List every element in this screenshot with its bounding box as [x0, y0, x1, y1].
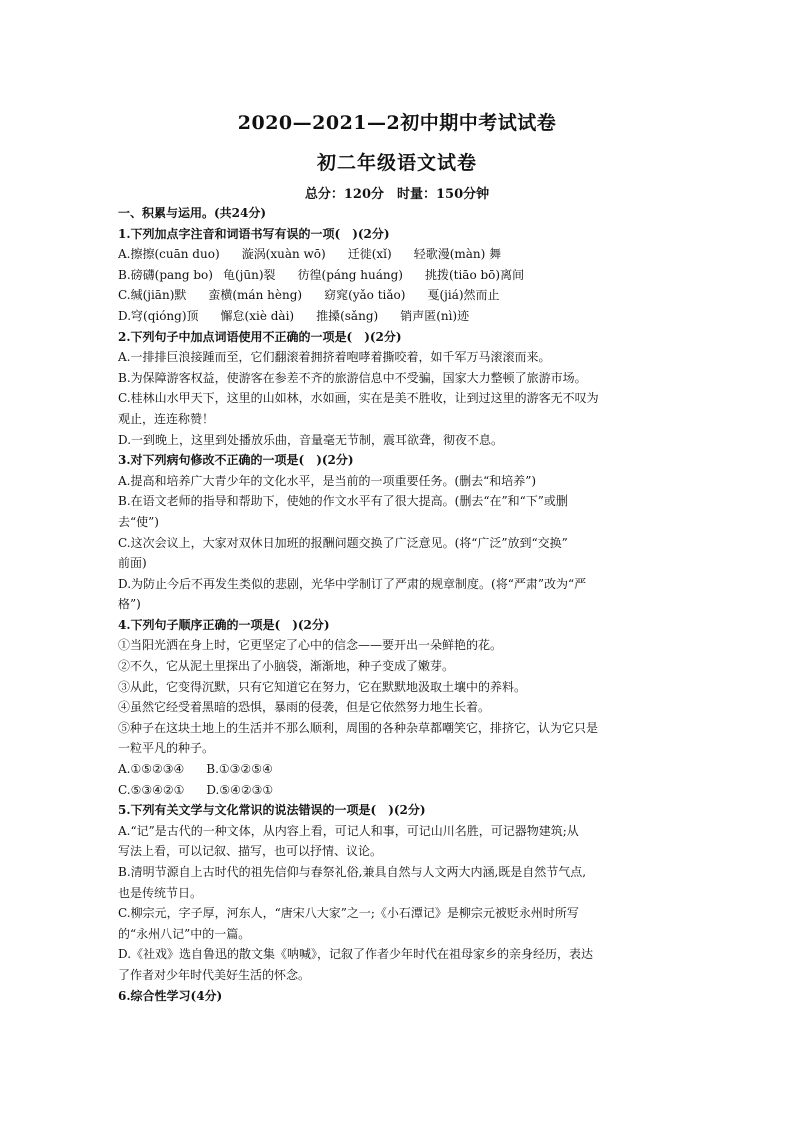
q2-option-b: B.为保障游客权益，使游客在参差不齐的旅游信息中不受骗，国家大力整顿了旅游市场。: [118, 370, 587, 385]
exam-subtitle: 初二年级语文试卷: [316, 152, 477, 174]
q1-option-b: B.磅礴(pang bo) 龟(jūn)裂 彷徨(páng huáng) 挑拨(tiāo bō)离间: [118, 267, 525, 282]
q2-option-d: D.一到晚上，这里到处播放乐曲，音量毫无节制，震耳欲聋，彻夜不息。: [118, 432, 504, 447]
q5-option-c-line2: 的“永州八记”中的一篇。: [118, 926, 251, 941]
q4-sentence-5-line1: ⑤种子在这块土地上的生活并不那么顺利，周围的各种杂草都嘲笑它，排挤它，认为它只是: [118, 720, 599, 735]
q1-stem: 1.下列加点字注音和词语书写有误的一项( )(2分): [118, 226, 390, 241]
q4-options-ab: A.①⑤②③④ B.①③②⑤④: [118, 762, 273, 777]
q5-stem: 5.下列有关文学与文化常识的说法错误的一项是( )(2分): [118, 803, 426, 818]
exam-meta: 总分：120分 时量：150分钟: [304, 187, 490, 202]
q4-sentence-3: ③从此，它变得沉默，只有它知道它在努力，它在默默地汲取土壤中的养料。: [118, 679, 527, 694]
q3-option-b-line1: B.在语文老师的指导和帮助下，使她的作文水平有了很大提高。(删去“在”和“下”或删: [118, 494, 568, 509]
q1-option-a: A.擦擦(cuān duo) 漩涡(xuàn wō) 迁徙(xǐ) 轻歌漫(màn) 舞: [118, 247, 502, 262]
q5-option-b-line2: 也是传统节日。: [118, 885, 203, 900]
q1-option-c: C.缄(jiān)默 蛮横(mán hèng) 窈窕(yǎo tiǎo) 戛(jiá)然而止: [118, 288, 500, 303]
q5-option-c-line1: C.柳宗元，字子厚，河东人，“唐宋八大家”之一;《小石潭记》是柳宗元被贬永州时所写: [118, 906, 579, 921]
q4-sentence-1: ①当阳光洒在身上时，它更坚定了心中的信念——要开出一朵鲜艳的花。: [118, 638, 503, 653]
q2-stem: 2.下列句子中加点词语使用不正确的一项是( )(2分): [118, 329, 402, 344]
q2-option-a: A.一排排巨浪接踵而至，它们翻滚着拥挤着咆哮着撕咬着，如千军万马滚滚而来。: [118, 350, 551, 365]
q3-option-a: A.提高和培养广大青少年的文化水平，是当前的一项重要任务。(删去“和培养”): [118, 473, 537, 488]
section-heading: 一、积累与运用。(共24分): [118, 206, 267, 220]
q3-option-d-line1: D.为防止今后不再发生类似的悲剧，光华中学制订了严肃的规章制度。(将“严肃”改为“严: [118, 576, 587, 591]
q4-stem: 4.下列句子顺序正确的一项是( )(2分): [118, 617, 330, 632]
q4-sentence-4: ④虽然它经受着黑暗的恐惧，暴雨的侵袭，但是它依然努力地生长着。: [118, 700, 491, 715]
q5-option-a-line2: 写法上看，可以记叙、描写，也可以抒情、议论。: [118, 844, 383, 859]
exam-content: [118, 203, 676, 1006]
q5-option-b-line1: B.清明节源自上古时代的祖先信仰与春祭礼俗,兼具自然与人文两大内涵,既是自然节气点,: [118, 865, 587, 879]
q3-option-c-line2: 前面): [118, 556, 147, 571]
q6-stem: 6.综合性学习(4分): [118, 988, 223, 1003]
q3-stem: 3.对下列病句修改不正确的一项是( )(2分): [118, 453, 354, 468]
q4-sentence-5-line2: 一粒平凡的种子。: [118, 741, 215, 756]
q2-option-c-line1: C.桂林山水甲天下，这里的山如林，水如画，实在是美不胜收，让到过这里的游客无不叹为: [118, 391, 599, 406]
q3-option-c-line1: C.这次会议上，大家对双休日加班的报酬问题交换了广泛意见。(将“广泛”放到“交换”: [118, 535, 568, 550]
q3-option-b-line2: 去“使”): [118, 514, 159, 529]
q2-option-c-line2: 观止，连连称赞！: [118, 411, 215, 426]
q4-sentence-2: ②不久，它从泥土里探出了小脑袋，渐渐地，种子变成了嫩芽。: [118, 659, 455, 674]
q5-option-d-line2: 了作者对少年时代美好生活的怀念。: [118, 967, 311, 982]
q4-options-cd: C.⑤③④②① D.⑤④②③①: [118, 782, 274, 797]
q1-option-d: D.穹(qióng)顶 懈怠(xiè dài) 推搡(sǎng) 销声匿(nì)迹: [118, 308, 470, 323]
q3-option-d-line2: 格”): [118, 597, 141, 612]
q5-option-d-line1: D.《社戏》选自鲁迅的散文集《呐喊》，记叙了作者少年时代在祖母家乡的亲身经历，表达: [118, 947, 594, 962]
exam-title: 2020—2021—2初中期中考试试卷: [237, 112, 557, 134]
q5-option-a-line1: A.“记”是古代的一种文体，从内容上看，可记人和事，可记山川名胜，可记器物建筑;从: [118, 823, 579, 838]
